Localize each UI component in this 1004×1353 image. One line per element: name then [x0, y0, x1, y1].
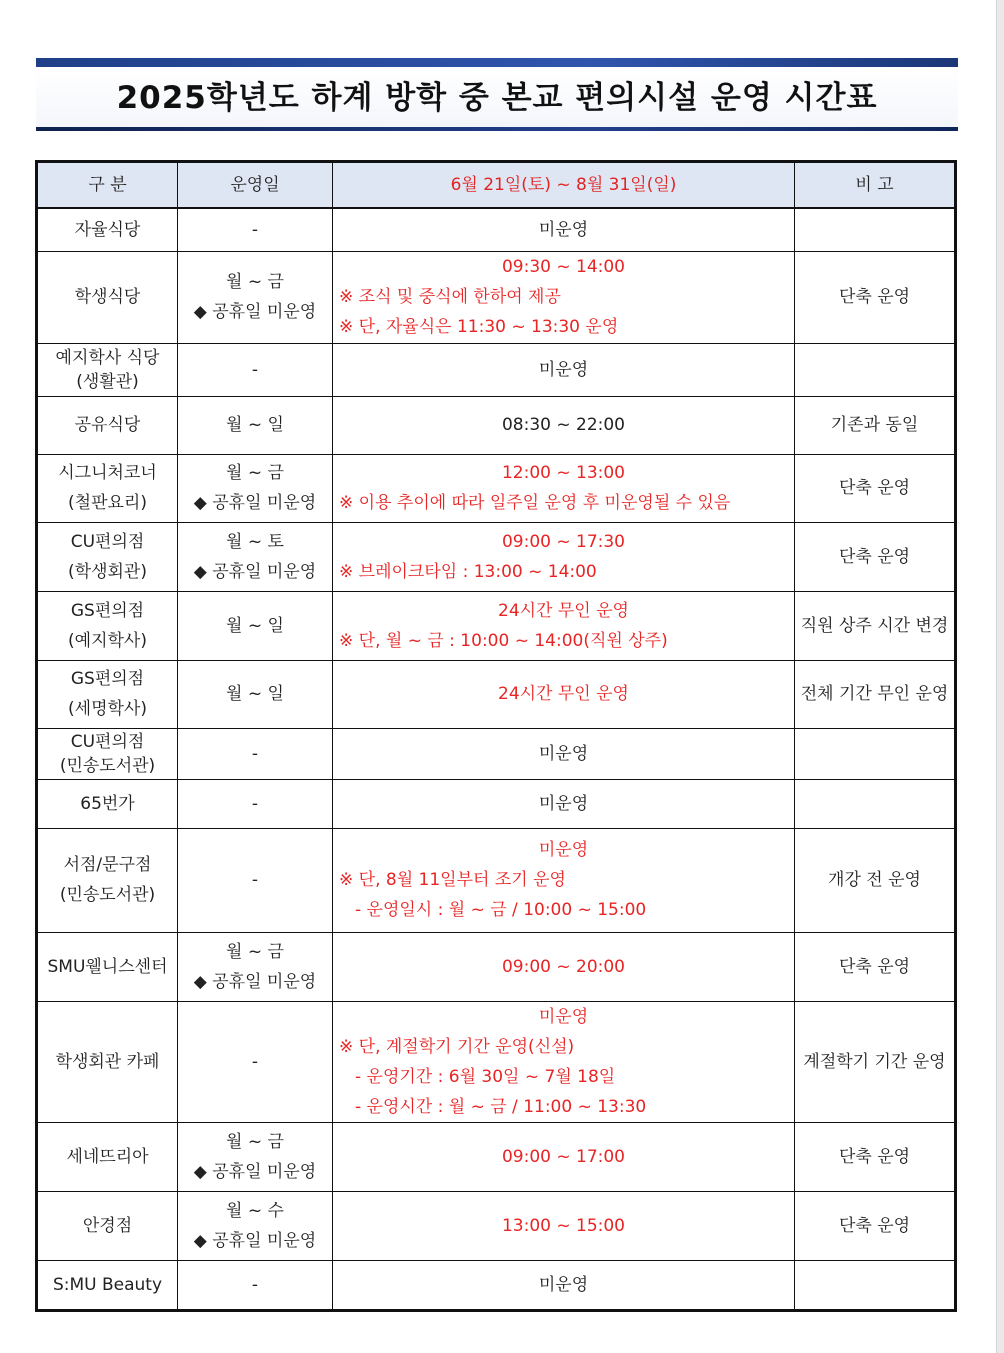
remark: 단축 운영: [838, 287, 911, 307]
facility-name: 세네뜨리아: [66, 1146, 149, 1167]
facility-name-cell: [37, 1001, 178, 1122]
table-row: [37, 251, 956, 343]
facility-name: 시그니처코너: [58, 463, 157, 483]
remark-cell: [795, 251, 956, 343]
facility-name-cell: [37, 660, 178, 728]
facility-name: SMU웰니스센터: [47, 956, 168, 977]
facility-name-cell: [37, 779, 178, 828]
facility-name-cell: [37, 343, 178, 396]
operating-days: -: [251, 1274, 259, 1295]
facility-name: CU편의점: [70, 531, 145, 552]
operating-days-cell: [178, 591, 333, 660]
operating-days: ◆ 공휴일 미운영: [193, 1230, 317, 1251]
table-row: [37, 396, 956, 454]
remark-cell: [795, 660, 956, 728]
operating-hours-cell: [333, 251, 795, 343]
facility-name: (철판요리): [68, 493, 147, 513]
facility-name-cell: [37, 828, 178, 932]
operating-hours-line: ※ 조식 및 중식에 한하여 제공: [339, 287, 561, 307]
operating-days: 월 ~ 수: [226, 1200, 284, 1221]
table-row: [37, 728, 956, 779]
remark-cell: [795, 396, 956, 454]
remark-cell: [795, 828, 956, 932]
operating-hours-cell: [333, 396, 795, 454]
remark-cell: [795, 522, 956, 591]
schedule-table: [35, 160, 957, 1312]
operating-hours-line: - 운영일시 : 월 ~ 금 / 10:00 ~ 15:00: [355, 900, 647, 920]
operating-days: -: [251, 743, 259, 764]
operating-hours-cell: [333, 1260, 795, 1310]
operating-days: 월 ~ 금: [226, 941, 284, 962]
facility-name-cell: [37, 396, 178, 454]
facility-name: 공유식당: [74, 415, 141, 435]
remark-cell: [795, 779, 956, 828]
remark: 단축 운영: [838, 1146, 911, 1167]
operating-days-cell: [178, 1122, 333, 1191]
operating-hours-line: 미운영: [538, 219, 589, 240]
facility-name-cell: [37, 591, 178, 660]
table-row: [37, 828, 956, 932]
operating-days-cell: [178, 1001, 333, 1122]
operating-days: ◆ 공휴일 미운영: [193, 971, 317, 992]
schedule-body: [37, 208, 956, 1310]
facility-name: 예지학사 식당: [55, 347, 160, 368]
facility-name: (민송도서관): [59, 755, 156, 776]
operating-days: -: [251, 793, 259, 814]
operating-days-cell: [178, 779, 333, 828]
remark-cell: [795, 208, 956, 251]
operating-hours-cell: [333, 728, 795, 779]
facility-name: 자율식당: [74, 219, 141, 240]
facility-name-cell: [37, 728, 178, 779]
operating-days-cell: [178, 932, 333, 1001]
header-days: 운영일: [178, 162, 333, 209]
remark: 직원 상주 시간 변경: [800, 615, 949, 636]
operating-hours-line: 미운영: [538, 840, 589, 860]
title-top-bar: [36, 58, 958, 67]
operating-hours-line: 09:00 ~ 17:30: [501, 531, 626, 552]
remark-cell: [795, 932, 956, 1001]
operating-days: -: [251, 870, 259, 890]
table-row: [37, 1001, 956, 1122]
facility-name-cell: [37, 454, 178, 522]
operating-hours-line: 미운영: [538, 743, 589, 764]
table-row: [37, 522, 956, 591]
operating-hours-cell: [333, 660, 795, 728]
operating-hours-cell: [333, 1001, 795, 1122]
remark: 기존과 동일: [830, 415, 919, 435]
facility-name: (세명학사): [68, 699, 147, 719]
operating-days-cell: [178, 1191, 333, 1260]
operating-hours-cell: [333, 591, 795, 660]
title-bottom-bar: [36, 127, 958, 131]
operating-days: 월 ~ 금: [226, 1131, 284, 1152]
operating-days-cell: [178, 1260, 333, 1310]
table-row: [37, 932, 956, 1001]
operating-hours-cell: [333, 343, 795, 396]
operating-days: -: [251, 219, 259, 240]
operating-hours-line: - 운영기간 : 6월 30일 ~ 7월 18일: [355, 1066, 616, 1087]
remark-cell: [795, 343, 956, 396]
facility-name: 학생식당: [74, 287, 141, 307]
facility-name-cell: [37, 1260, 178, 1310]
remark: 단축 운영: [838, 478, 911, 498]
operating-days: ◆ 공휴일 미운영: [193, 1161, 317, 1182]
remark: 전체 기간 무인 운영: [800, 684, 949, 704]
operating-hours-line: 미운영: [538, 793, 589, 814]
operating-hours-line: 09:30 ~ 14:00: [501, 257, 626, 277]
operating-hours-line: 08:30 ~ 22:00: [501, 415, 626, 435]
operating-days-cell: [178, 343, 333, 396]
facility-name: 65번가: [80, 793, 135, 814]
operating-days-cell: [178, 208, 333, 251]
operating-days: ◆ 공휴일 미운영: [193, 302, 317, 322]
operating-hours-cell: [333, 932, 795, 1001]
operating-hours-line: - 운영시간 : 월 ~ 금 / 11:00 ~ 13:30: [355, 1096, 647, 1117]
operating-hours-line: 24시간 무인 운영: [498, 600, 629, 621]
operating-hours-line: ※ 단, 자율식은 11:30 ~ 13:30 운영: [339, 317, 619, 337]
operating-days: -: [251, 1051, 259, 1072]
table-row: [37, 343, 956, 396]
header-category: 구 분: [37, 162, 178, 209]
operating-days: 월 ~ 금: [226, 272, 284, 292]
remark: 개강 전 운영: [828, 870, 921, 890]
remark-cell: [795, 1001, 956, 1122]
remark-cell: [795, 454, 956, 522]
facility-name: 안경점: [82, 1215, 133, 1236]
operating-days: 월 ~ 토: [226, 531, 284, 552]
operating-hours-cell: [333, 828, 795, 932]
remark: 단축 운영: [838, 1215, 911, 1236]
operating-days-cell: [178, 454, 333, 522]
operating-hours-cell: [333, 522, 795, 591]
operating-hours-line: 24시간 무인 운영: [498, 684, 629, 704]
operating-hours-line: ※ 단, 8월 11일부터 조기 운영: [339, 870, 566, 890]
operating-days: 월 ~ 일: [226, 415, 284, 435]
operating-hours-cell: [333, 454, 795, 522]
facility-name: 학생회관 카페: [55, 1051, 160, 1072]
operating-days-cell: [178, 522, 333, 591]
operating-hours-line: 미운영: [538, 1006, 589, 1027]
facility-name-cell: [37, 1122, 178, 1191]
table-row: [37, 1260, 956, 1310]
operating-hours-line: ※ 이용 추이에 따라 일주일 운영 후 미운영될 수 있음: [339, 493, 731, 513]
operating-hours-line: 09:00 ~ 17:00: [501, 1146, 626, 1167]
remark-cell: [795, 728, 956, 779]
facility-name: (민송도서관): [59, 885, 156, 905]
operating-hours-cell: [333, 1122, 795, 1191]
operating-days-cell: [178, 251, 333, 343]
operating-days: 월 ~ 일: [226, 615, 284, 636]
operating-days-cell: [178, 660, 333, 728]
operating-days-cell: [178, 828, 333, 932]
facility-name-cell: [37, 932, 178, 1001]
operating-days-cell: [178, 396, 333, 454]
operating-hours-line: ※ 단, 계절학기 기간 운영(신설): [339, 1036, 575, 1057]
operating-hours-line: ※ 단, 월 ~ 금 : 10:00 ~ 14:00(직원 상주): [339, 630, 668, 651]
page-scroll-edge: [996, 0, 1004, 1353]
facility-name-cell: [37, 522, 178, 591]
facility-name: GS편의점: [70, 600, 145, 621]
remark: 단축 운영: [838, 546, 911, 567]
remark-cell: [795, 1191, 956, 1260]
facility-name: (학생회관): [68, 561, 147, 582]
remark-cell: [795, 591, 956, 660]
operating-hours-line: 09:00 ~ 20:00: [501, 956, 626, 977]
operating-hours-line: 13:00 ~ 15:00: [501, 1215, 626, 1236]
operating-hours-cell: [333, 1191, 795, 1260]
remark-cell: [795, 1260, 956, 1310]
table-row: [37, 208, 956, 251]
remark: 계절학기 기간 운영: [803, 1051, 946, 1072]
page-title: 2025학년도 하계 방학 중 본교 편의시설 운영 시간표: [116, 80, 878, 116]
header-row: [37, 162, 956, 209]
operating-days: ◆ 공휴일 미운영: [193, 493, 317, 513]
operating-hours-line: 미운영: [538, 1274, 589, 1295]
facility-name: S:MU Beauty: [52, 1274, 163, 1295]
header-period: 6월 21일(토) ~ 8월 31일(일): [333, 162, 795, 209]
facility-name: (예지학사): [68, 630, 147, 651]
facility-name: (생활관): [76, 371, 139, 392]
operating-days-cell: [178, 728, 333, 779]
remark-cell: [795, 1122, 956, 1191]
table-row: [37, 779, 956, 828]
operating-days: 월 ~ 금: [226, 463, 284, 483]
header-note: 비 고: [795, 162, 956, 209]
operating-hours-cell: [333, 779, 795, 828]
table-row: [37, 660, 956, 728]
table-row: [37, 454, 956, 522]
title-banner: [36, 58, 958, 131]
facility-name: 서점/문구점: [63, 855, 152, 875]
operating-hours-line: 12:00 ~ 13:00: [501, 463, 626, 483]
operating-days: -: [251, 359, 259, 380]
facility-name-cell: [37, 1191, 178, 1260]
operating-days: ◆ 공휴일 미운영: [193, 561, 317, 582]
facility-name-cell: [37, 251, 178, 343]
facility-name: CU편의점: [70, 731, 145, 752]
operating-hours-cell: [333, 208, 795, 251]
table-row: [37, 591, 956, 660]
operating-hours-line: 미운영: [538, 359, 589, 380]
operating-hours-line: ※ 브레이크타임 : 13:00 ~ 14:00: [339, 561, 597, 582]
table-row: [37, 1122, 956, 1191]
facility-name-cell: [37, 208, 178, 251]
operating-days: 월 ~ 일: [226, 684, 284, 704]
facility-name: GS편의점: [70, 669, 145, 689]
remark: 단축 운영: [838, 956, 911, 977]
table-row: [37, 1191, 956, 1260]
